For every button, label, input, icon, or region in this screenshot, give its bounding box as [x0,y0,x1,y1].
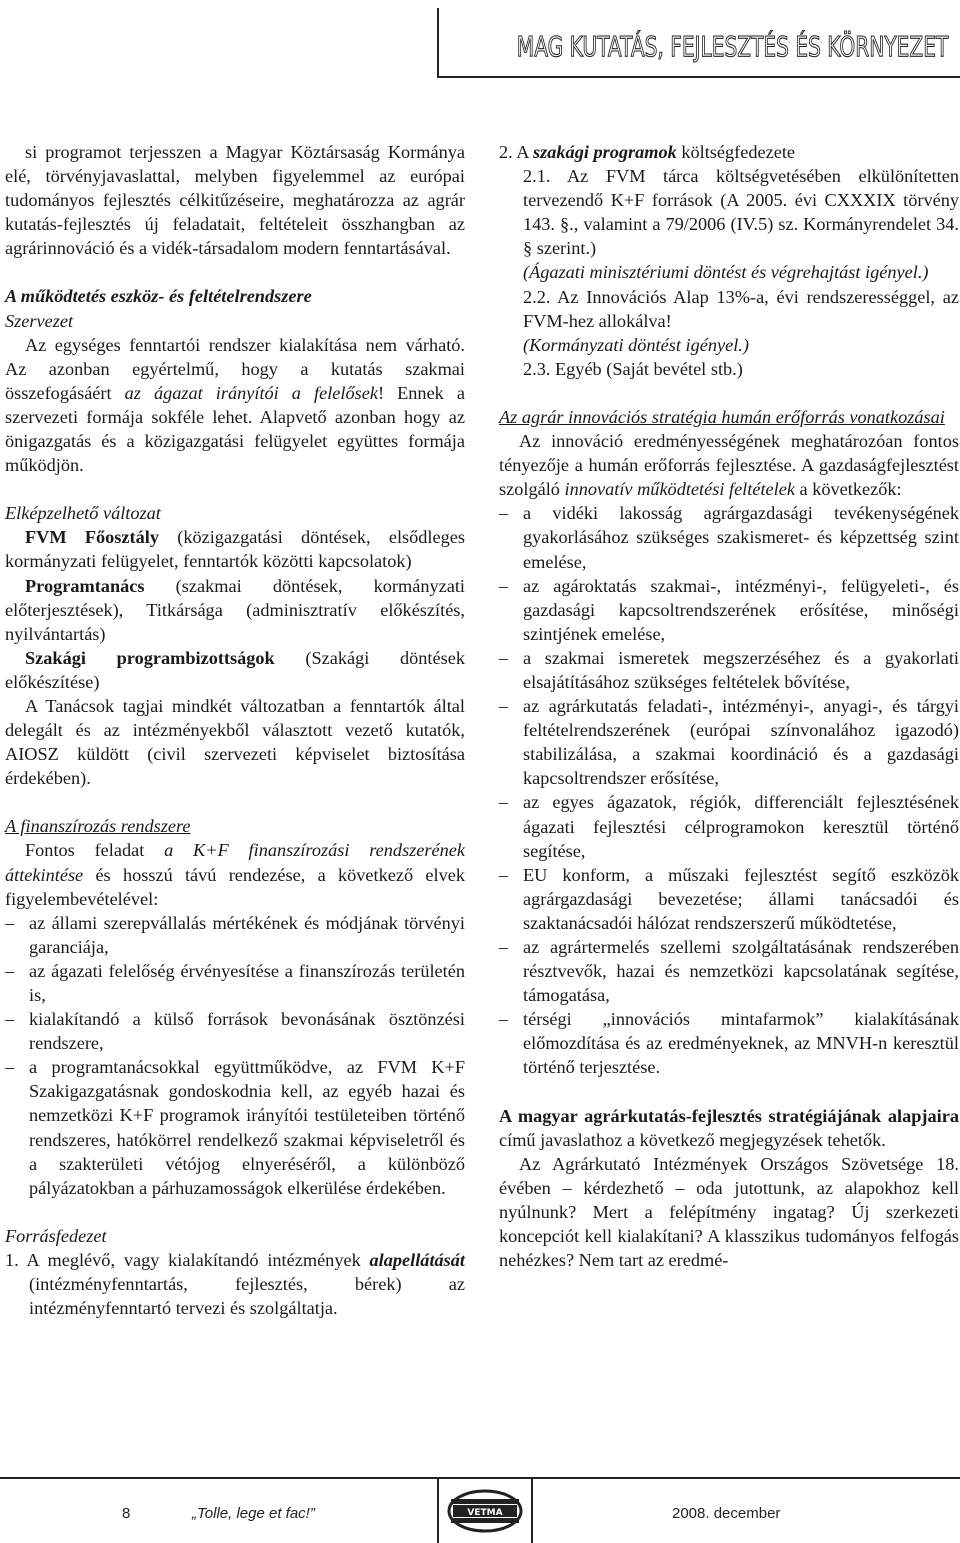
footer-motto: „Tolle, lege et fac!” [192,1505,315,1522]
list-item: – az egyes ágazatok, régiók, differenciált fejlesztésének ágazati fejlesztési célprogramokon keresztül történő segítése, [499,790,959,862]
paragraph: Az Agrárkutató Intézmények Országos Szövetsége 18. évében – kérdezhető – oda jutottunk, az alapokhoz kell nyúlnunk? Mert a felépítmény ingatag? Új szerkezeti koncepciót kell kialakítani? A klasszikus tudományos felfogás nehézkes? Nem tart az eredmé- [499,1153,959,1271]
list-item: – a programtanácsokkal együttműködve, az FVM K+F Szakigazgatásnak gondoskodnia kell, az egyéb hazai és nemzetközi K+F programok irányítói testületeiben történő rendszeres, hatókörrel rendelkező szakmai képviseletről és a szakterületi vétójog elnyeréséről, a különböző pályázatokban a párhuzamosságok elkerülése érdekében. [5,1055,465,1200]
paragraph: 2.1. Az FVM tárca költségvetésében elkülönítetten tervezendő K+F források (A 2005. évi CXXXIX törvény 143. §., valamint a 79/2006 (IV.5) sz. Kormányrendelet 34. § szerint.) [523,166,959,259]
list-item: – az agrárkutatás feladati-, intézményi-, anyagi-, és tárgyi feltételrendszerének (európai színvonalához igazodó) stabilizálása, a szakmai koordináció és a gazdasági kapcsoltrendszer erősítése, [499,694,959,790]
footer-divider-right [531,1477,533,1543]
list-item: – az agároktatás szakmai-, intézményi-, felügyeleti-, és gazdasági kapcsoltrendszerének erősítése, minőségi szintjének emelése, [499,574,959,646]
paragraph: si programot terjesszen a Magyar Köztársaság Kormánya elé, törvényjavaslattal, melyben figyelemmel az európai tudományos fejlesztés célkitűzéseire, meghatározza az agrár kutatás-fejlesztés új feladatait, feltételeit összhangban az agrárinnováció és a vidék-társadalom modern fenntartásával. [5,142,465,259]
subsection-heading: Forrásfedezet [5,1225,107,1246]
subsection-heading: Elképzelhető változat [5,503,161,524]
list-item: – a vidéki lakosság agrárgazdasági tevékenységének gyakorlásához szükséges szakismeret- és képzettség szint emelése, [499,501,959,573]
paragraph: Az egységes fenntartói rendszer kialakítása nem várható. Az azonban egyértelmű, hogy a kutatás szakmai összefogásáért az ágazat irányítói a felelősek! Ennek a szervezeti formája sokféle lehet. Alapvető azonban hogy az önigazgatás és a közigazgatási felügyelet együttes formája működjön. [5,334,465,476]
paragraph: 1. A meglévő, vagy kialakítandó intézmények alapellátását (intézményfenntartás, fejlesztés, bérek) az intézményfenntartó tervezi és szolgáltatja. [5,1249,465,1319]
section-heading: A működtetés eszköz- és feltételrendszere [5,286,312,307]
list-item: – EU konform, a műszaki fejlesztést segítő eszközök agrárgazdasági bevezetése; állami tanácsadói és szaktanácsadói hálózat rendszerszerű működtetése, [499,863,959,935]
page-footer [0,1475,960,1543]
page-number: 8 [122,1505,131,1522]
subsection-heading: Szervezet [5,310,74,331]
footer-horizontal-rule [0,1477,960,1479]
paragraph: 2. A szakági programok költségfedezete [499,142,796,162]
section-heading: Az agrár innovációs stratégia humán erőforrás vonatkozásai [499,406,945,427]
list-item: – kialakítandó a külső források bevonásának ösztönzési rendszere, [5,1007,465,1055]
paragraph: A Tanácsok tagjai mindkét változatban a fenntartók által delegált és az intézményekből választott vezető kutatók, AIOSZ küldött (civil szervezeti képviselet biztosítása érdekében). [5,695,465,789]
list-item: – az ágazati felelőség érvényesítése a finanszírozás területén is, [5,959,465,1007]
header-title: MAG KUTATÁS, FEJLESZTÉS ÉS KÖRNYEZET [516,30,948,63]
paragraph: A magyar agrárkutatás-fejlesztés stratégiájának alapjaira című javaslathoz a következő megjegyzések tehetők. [499,1105,959,1150]
vetma-logo-icon [447,1489,523,1533]
footer-date: 2008. december [672,1505,781,1522]
paragraph: Fontos feladat a K+F finanszírozási rendszerének áttekintése és hosszú távú rendezése, a következő elvek figyelembevételével: [5,840,466,909]
paragraph: (Kormányzati döntést igényel.) [523,334,749,355]
header-vertical-rule [437,8,439,78]
paragraph: Szakági programbizottságok (Szakági döntések előkészítése) [5,647,465,692]
page-header [0,0,960,82]
logo-text: VETMA [467,1508,503,1518]
paragraph: 2.3. Egyéb (Saját bevétel stb.) [523,358,743,379]
section-heading: A finanszírozás rendszere [5,816,191,837]
paragraph: 2.2. Az Innovációs Alap 13%-a, évi rendszerességgel, az FVM-hez allokálva! [523,286,959,331]
list-item: – a szakmai ismeretek megszerzéséhez és a gyakorlati elsajátításához szükséges feltételek bővítése, [499,646,959,694]
header-horizontal-rule [437,76,960,78]
paragraph: Programtanács (szakmai döntések, kormányzati előterjesztések), Titkársága (adminisztratív előkészítés, nyilvántartás) [5,575,465,644]
list-item: – az állami szerepvállalás mértékének és módjának törvényi garanciája, [5,911,465,959]
paragraph: Az innováció eredményességének meghatározóan fontos tényezője a humán erőforrás fejlesztése. A gazdaságfejlesztést szolgáló innovatív működtetési feltételek a következők: [499,431,959,500]
paragraph: (Ágazati minisztériumi döntést és végrehajtást igényel.) [523,262,929,283]
list-item: – az agrártermelés szellemi szolgáltatásának rendszerében résztvevők, hazai és nemzetközi kapcsolatának segítése, támogatása, [499,935,959,1007]
footer-divider-left [437,1477,439,1543]
list-item: – térségi „innovációs mintafarmok” kialakításának előmozdítása és az eredményeknek, az MNVH-n keresztül történő terjesztése. [499,1007,959,1079]
left-column [5,140,465,1320]
right-column [499,140,959,1272]
paragraph: FVM Főosztály (közigazgatási döntések, elsődleges kormányzati felügyelet, fenntartók közötti kapcsolatok) [5,527,465,572]
